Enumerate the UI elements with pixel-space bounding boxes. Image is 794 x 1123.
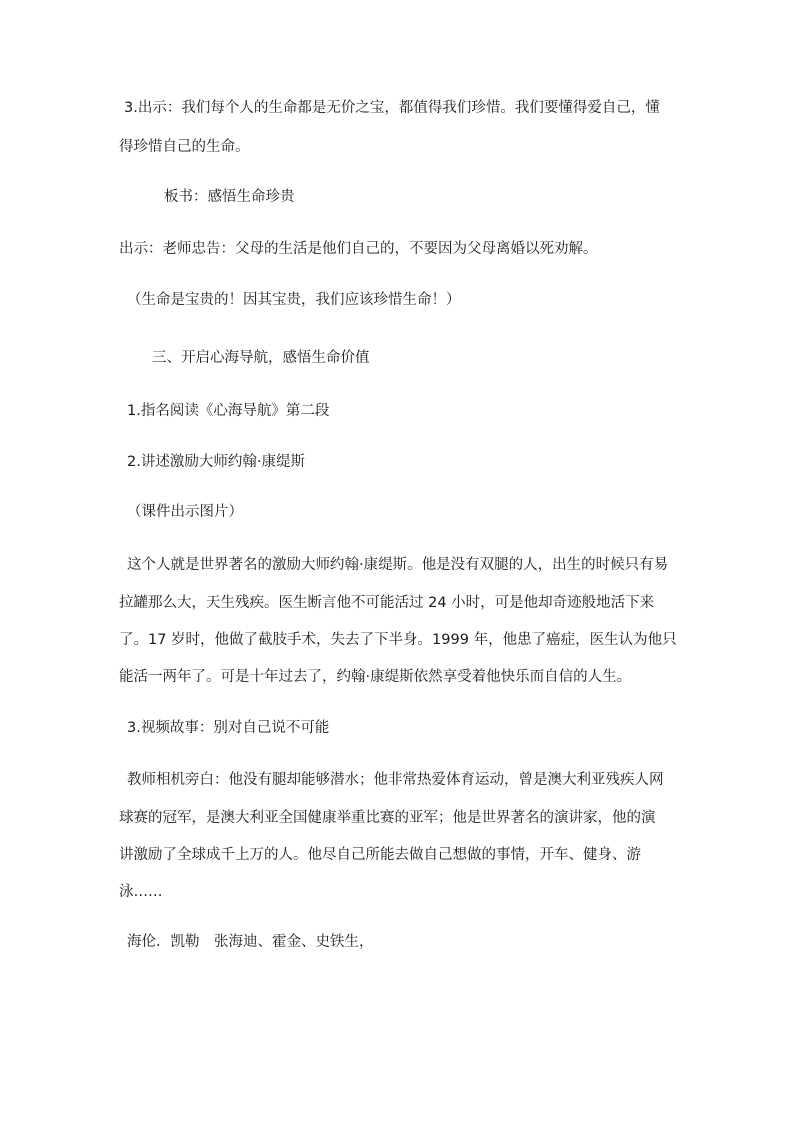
text-line: 出示：老师忠告：父母的生活是他们自己的，不要因为父母离婚以死劝解。 — [119, 241, 598, 257]
text-line: 教师相机旁白：他没有腿却能够潜水；他非常热爱体育运动，曾是澳大利亚残疾人网 — [127, 772, 664, 788]
text-line: 得珍惜自己的生命。 — [119, 139, 250, 155]
text-line: 海伦．凯勒 张海迪、霍金、史铁生， — [127, 934, 374, 950]
text-line: 这个人就是世界著名的激励大师约翰·康缇斯。他是没有双腿的人，出生的时候只有易 — [127, 557, 669, 573]
text-line: 2.讲述激励大师约翰·康缇斯 — [127, 454, 305, 470]
text-line: 1.指名阅读《心海导航》第二段 — [127, 403, 330, 419]
text-line: 了。17 岁时，他做了截肢手术，失去了下半身。1999 年，他患了癌症，医生认为他只 — [119, 632, 677, 648]
text-line: 3.出示：我们每个人的生命都是无价之宝，都值得我们珍惜。我们要懂得爱自己，懂 — [124, 100, 660, 116]
text-line: （生命是宝贵的！因其宝贵，我们应该珍惜生命！） — [127, 292, 461, 308]
text-line: 球赛的冠军，是澳大利亚全国健康举重比赛的亚军；他是世界著名的演讲家，他的演 — [119, 810, 656, 826]
text-line: 能活一两年了。可是十年过去了，约翰·康缇斯依然享受着他快乐而自信的人生。 — [119, 669, 632, 685]
text-line: 讲激励了全球成千上万的人。他尽自己所能去做自己想做的事情，开车、健身、游 — [119, 847, 641, 863]
text-line: （课件出示图片） — [127, 504, 243, 520]
section-heading: 三、开启心海导航，感悟生命价值 — [152, 350, 370, 366]
text-line: 拉罐那么大，天生残疾。医生断言他不可能活过 24 小时，可是他却奇迹般地活下来 — [119, 595, 655, 611]
text-line: 3.视频故事：别对自己说不可能 — [127, 720, 330, 736]
text-line: 泳…… — [119, 884, 163, 900]
text-line: 板书：感悟生命珍贵 — [164, 189, 295, 205]
